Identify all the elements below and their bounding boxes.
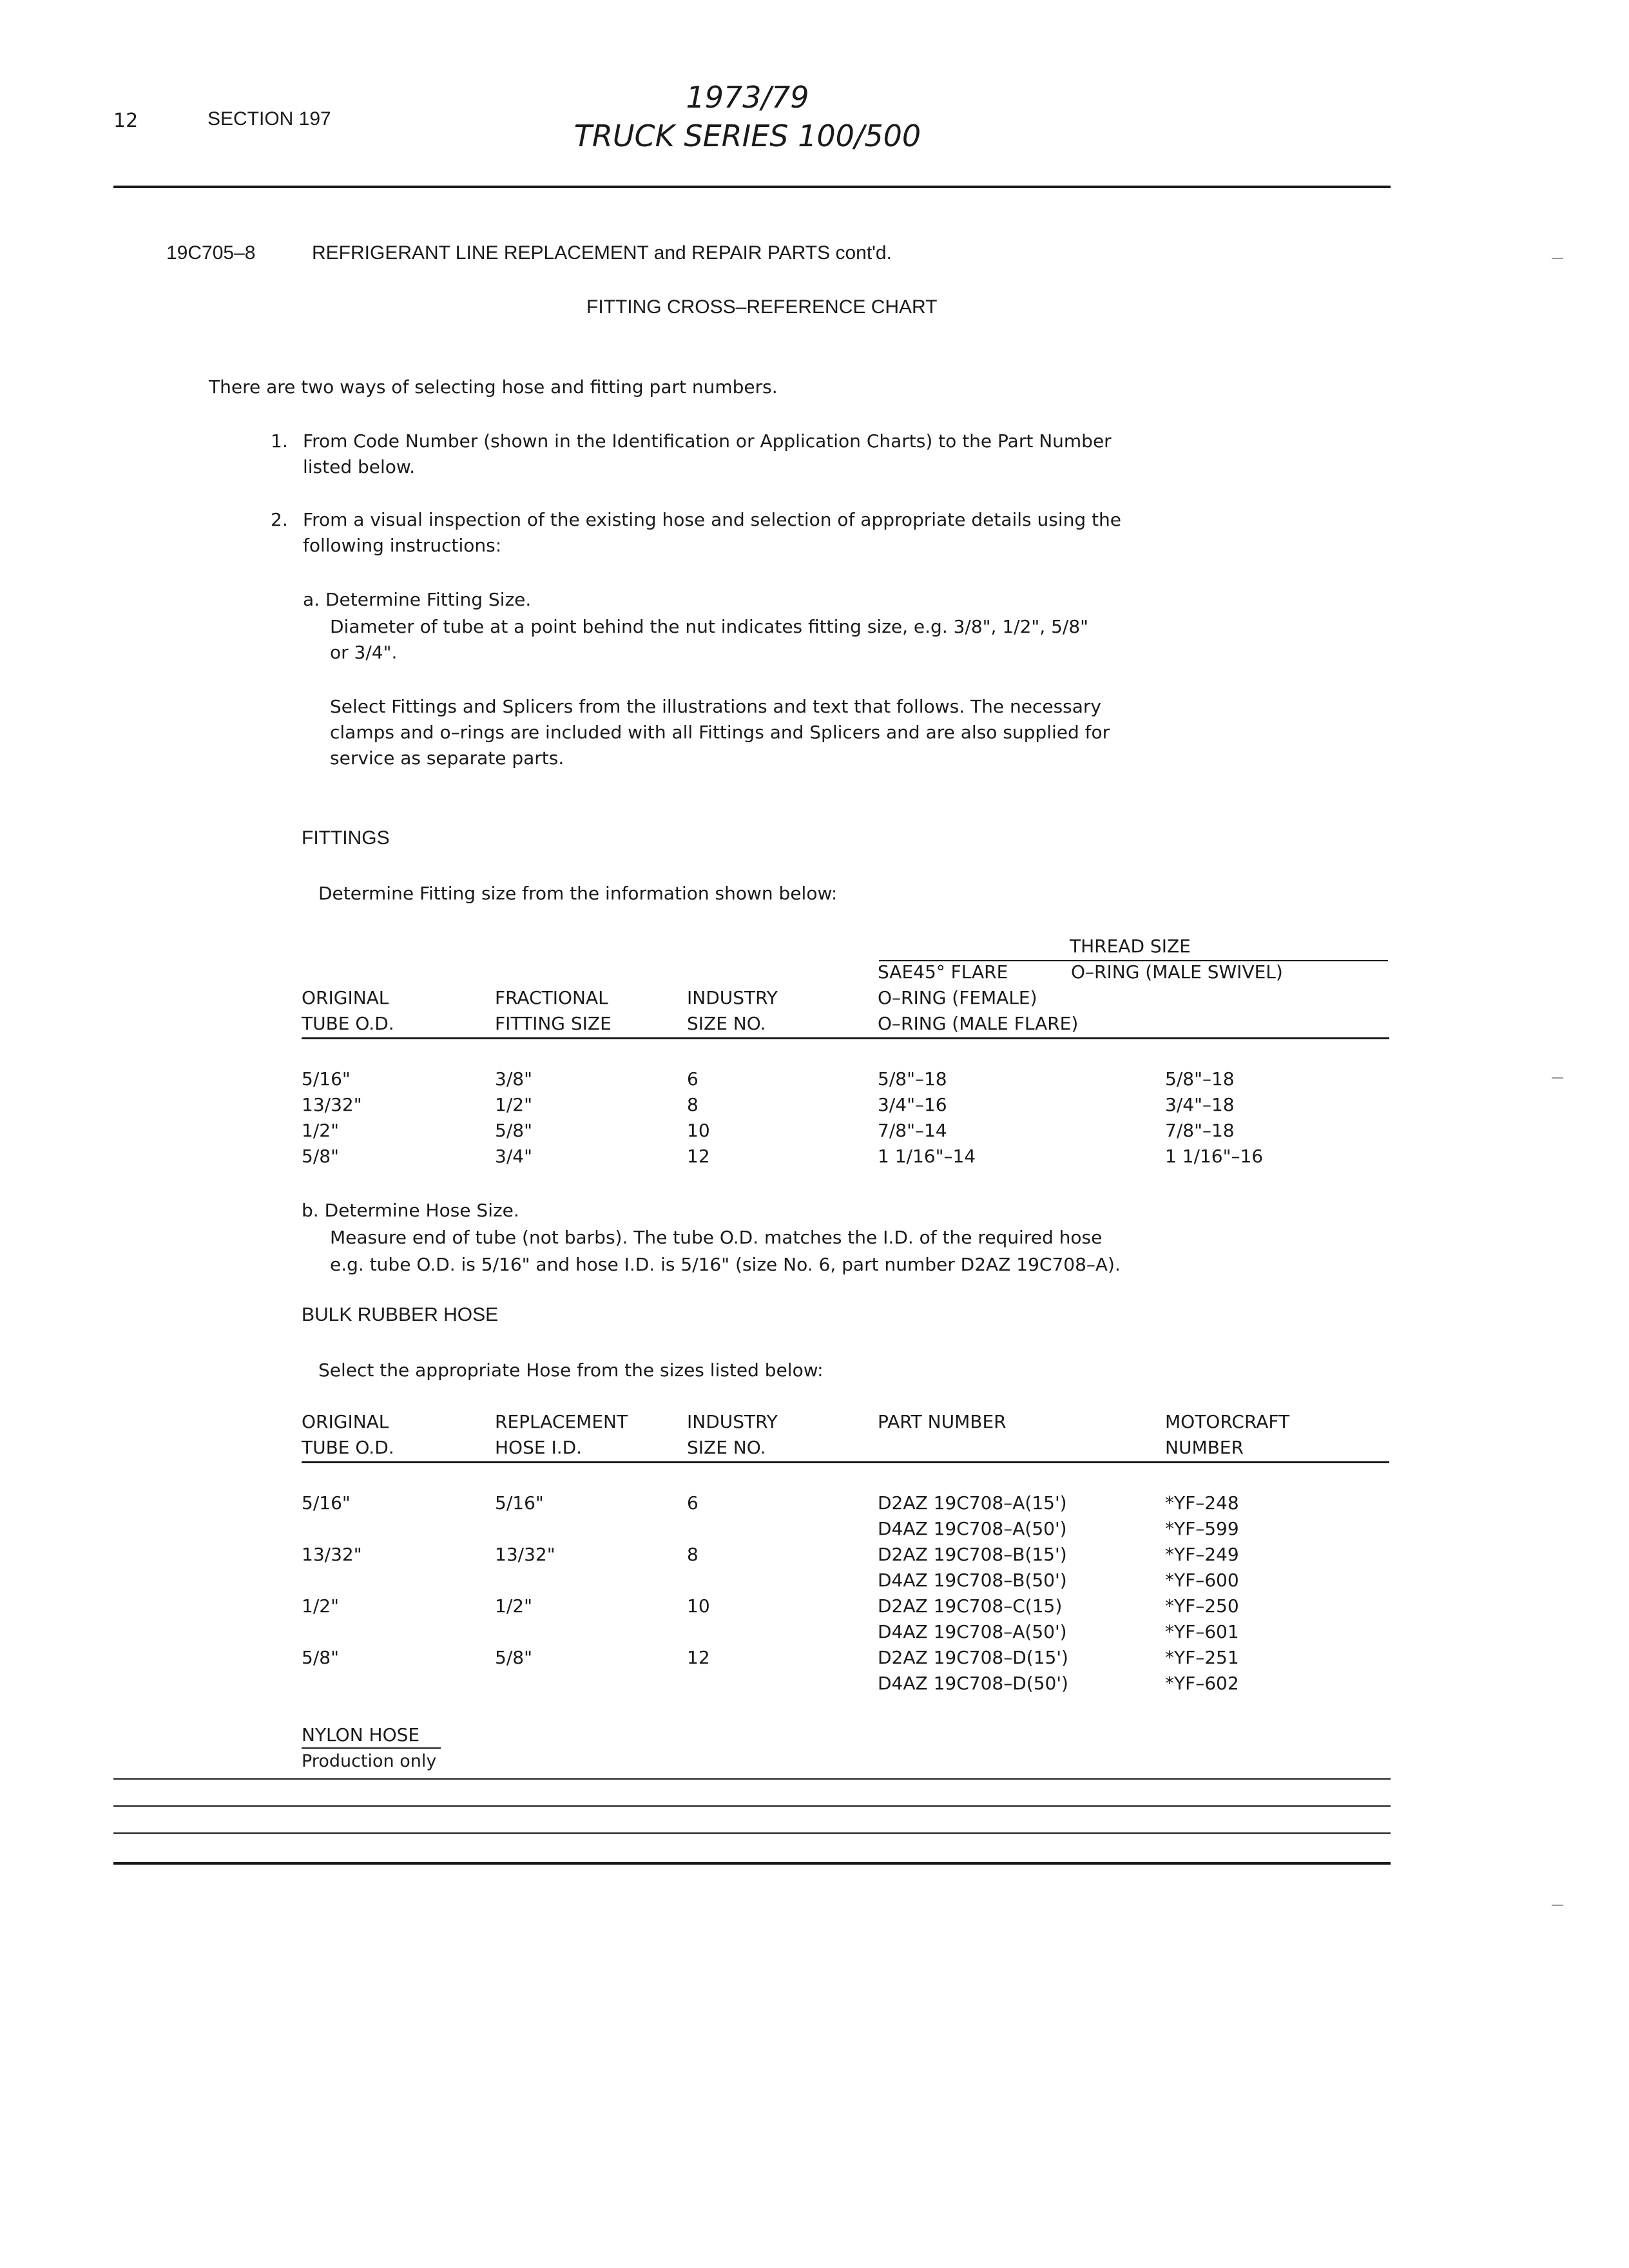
col-header: FITTING SIZE xyxy=(495,1013,612,1034)
col-header: O–RING (MALE FLARE) xyxy=(878,1013,1079,1034)
table-cell: 5/16" xyxy=(302,1492,351,1514)
nylon-hose-underline xyxy=(302,1747,441,1749)
step-text: From a visual inspection of the existing hose and selection of appropriate details using the xyxy=(303,509,1122,530)
section-title: REFRIGERANT LINE REPLACEMENT and REPAIR PARTS cont'd. xyxy=(312,242,892,264)
col-header: MOTORCRAFT xyxy=(1165,1411,1290,1432)
table-cell: 6 xyxy=(687,1492,699,1514)
table-cell: D4AZ 19C708–D(50') xyxy=(878,1673,1068,1694)
col-header: NUMBER xyxy=(1165,1437,1244,1458)
table-cell: 1/2" xyxy=(495,1595,532,1617)
col-header: TUBE O.D. xyxy=(302,1437,394,1458)
bulk-hose-instruction: Select the appropriate Hose from the sizes listed below: xyxy=(318,1360,824,1381)
col-header: REPLACEMENT xyxy=(495,1411,628,1432)
table-cell: 1/2" xyxy=(302,1120,339,1141)
scan-mark xyxy=(1552,258,1563,259)
table-cell: *YF–249 xyxy=(1165,1544,1239,1565)
table-cell: *YF–600 xyxy=(1165,1570,1239,1591)
col-header: INDUSTRY xyxy=(687,987,778,1008)
intro-text: There are two ways of selecting hose and fitting part numbers. xyxy=(209,376,778,398)
table-cell: *YF–602 xyxy=(1165,1673,1239,1694)
table-cell: *YF–599 xyxy=(1165,1518,1239,1539)
step-text: following instructions: xyxy=(303,535,502,556)
col-header: ORIGINAL xyxy=(302,987,389,1008)
table-cell: D2AZ 19C708–D(15') xyxy=(878,1647,1068,1668)
table-cell: 5/16" xyxy=(495,1492,544,1514)
table-cell: *YF–601 xyxy=(1165,1621,1239,1642)
fittings-heading: FITTINGS xyxy=(302,827,390,849)
table-cell: 8 xyxy=(687,1544,699,1565)
chart-title: FITTING CROSS–REFERENCE CHART xyxy=(586,296,938,318)
section-code: 19C705–8 xyxy=(166,242,256,264)
table-cell: D2AZ 19C708–C(15) xyxy=(878,1595,1063,1617)
table-cell: 13/32" xyxy=(302,1094,362,1115)
nylon-hose-heading: NYLON HOSE xyxy=(302,1724,420,1745)
substep-title: b. Determine Hose Size. xyxy=(302,1200,519,1221)
table-cell: D2AZ 19C708–B(15') xyxy=(878,1544,1067,1565)
col-header: INDUSTRY xyxy=(687,1411,778,1432)
header-rule xyxy=(113,186,1391,188)
table-cell: 10 xyxy=(687,1120,710,1141)
footer-rule xyxy=(113,1805,1391,1807)
footer-rule xyxy=(113,1862,1391,1865)
col-header: PART NUMBER xyxy=(878,1411,1007,1432)
substep-text: clamps and o–rings are included with all Fittings and Splicers and are also supplied for xyxy=(330,722,1110,743)
nylon-hose-note: Production only xyxy=(302,1751,437,1771)
table-cell: 13/32" xyxy=(495,1544,555,1565)
thread-size-header: THREAD SIZE xyxy=(1070,936,1191,957)
col-header: O–RING (MALE SWIVEL) xyxy=(1071,961,1283,983)
table-cell: 1/2" xyxy=(495,1094,532,1115)
table-cell: 5/8"–18 xyxy=(878,1068,947,1090)
substep-title: a. Determine Fitting Size. xyxy=(303,589,532,610)
footer-rule xyxy=(113,1832,1391,1834)
step-number: 1. xyxy=(271,430,288,452)
table-cell: 13/32" xyxy=(302,1544,362,1565)
section-label: SECTION 197 xyxy=(207,108,331,130)
col-header: O–RING (FEMALE) xyxy=(878,987,1037,1008)
col-header: ORIGINAL xyxy=(302,1411,389,1432)
substep-text: Measure end of tube (not barbs). The tube O.D. matches the I.D. of the required hose xyxy=(330,1227,1103,1248)
col-header: SIZE NO. xyxy=(687,1013,766,1034)
table-cell: 10 xyxy=(687,1595,710,1617)
table-cell: 12 xyxy=(687,1146,710,1167)
table-cell: 5/8"–18 xyxy=(1165,1068,1235,1090)
table-cell: 1 1/16"–14 xyxy=(878,1146,976,1167)
table-cell: 8 xyxy=(687,1094,699,1115)
substep-text: service as separate parts. xyxy=(330,747,564,769)
col-header: FRACTIONAL xyxy=(495,987,608,1008)
table-header-rule xyxy=(302,1461,1389,1463)
table-cell: *YF–250 xyxy=(1165,1595,1239,1617)
footer-rule xyxy=(113,1778,1391,1780)
table-cell: 3/8" xyxy=(495,1068,532,1090)
table-cell: 7/8"–18 xyxy=(1165,1120,1235,1141)
col-header: TUBE O.D. xyxy=(302,1013,394,1034)
table-cell: 12 xyxy=(687,1647,710,1668)
bulk-hose-heading: BULK RUBBER HOSE xyxy=(302,1304,499,1325)
scan-mark xyxy=(1552,1077,1563,1079)
substep-text: or 3/4". xyxy=(330,642,398,663)
table-cell: 1 1/16"–16 xyxy=(1165,1146,1264,1167)
fittings-instruction: Determine Fitting size from the information shown below: xyxy=(318,883,838,904)
table-cell: D4AZ 19C708–A(50') xyxy=(878,1518,1067,1539)
table-cell: 5/8" xyxy=(495,1120,532,1141)
table-cell: D4AZ 19C708–A(50') xyxy=(878,1621,1067,1642)
page-number: 12 xyxy=(113,110,139,132)
col-header: SIZE NO. xyxy=(687,1437,766,1458)
table-cell: *YF–248 xyxy=(1165,1492,1239,1514)
step-number: 2. xyxy=(271,509,288,530)
table-cell: 5/8" xyxy=(302,1647,339,1668)
table-header-rule xyxy=(302,1037,1389,1039)
scan-mark xyxy=(1552,1905,1563,1906)
page-title-year: 1973/79 xyxy=(686,80,809,115)
table-cell: 6 xyxy=(687,1068,699,1090)
substep-text: Select Fittings and Splicers from the illustrations and text that follows. The necessary xyxy=(330,696,1101,717)
col-header: SAE45° FLARE xyxy=(878,961,1008,983)
table-cell: 1/2" xyxy=(302,1595,339,1617)
table-cell: 3/4"–18 xyxy=(1165,1094,1235,1115)
table-cell: 7/8"–14 xyxy=(878,1120,947,1141)
table-cell: 3/4" xyxy=(495,1146,532,1167)
table-cell: 5/8" xyxy=(302,1146,339,1167)
page-title: TRUCK SERIES 100/500 xyxy=(574,119,921,153)
table-cell: *YF–251 xyxy=(1165,1647,1239,1668)
table-cell: 3/4"–16 xyxy=(878,1094,947,1115)
table-cell: D4AZ 19C708–B(50') xyxy=(878,1570,1067,1591)
step-text: From Code Number (shown in the Identification or Application Charts) to the Part Number xyxy=(303,430,1112,452)
substep-text: Diameter of tube at a point behind the nut indicates fitting size, e.g. 3/8", 1/2", 5/8" xyxy=(330,616,1089,637)
step-text: listed below. xyxy=(303,456,416,477)
table-cell: D2AZ 19C708–A(15') xyxy=(878,1492,1067,1514)
col-header: HOSE I.D. xyxy=(495,1437,583,1458)
substep-text: e.g. tube O.D. is 5/16" and hose I.D. is 5/16" (size No. 6, part number D2AZ 19C708–A). xyxy=(330,1254,1121,1275)
table-cell: 5/8" xyxy=(495,1647,532,1668)
table-cell: 5/16" xyxy=(302,1068,351,1090)
